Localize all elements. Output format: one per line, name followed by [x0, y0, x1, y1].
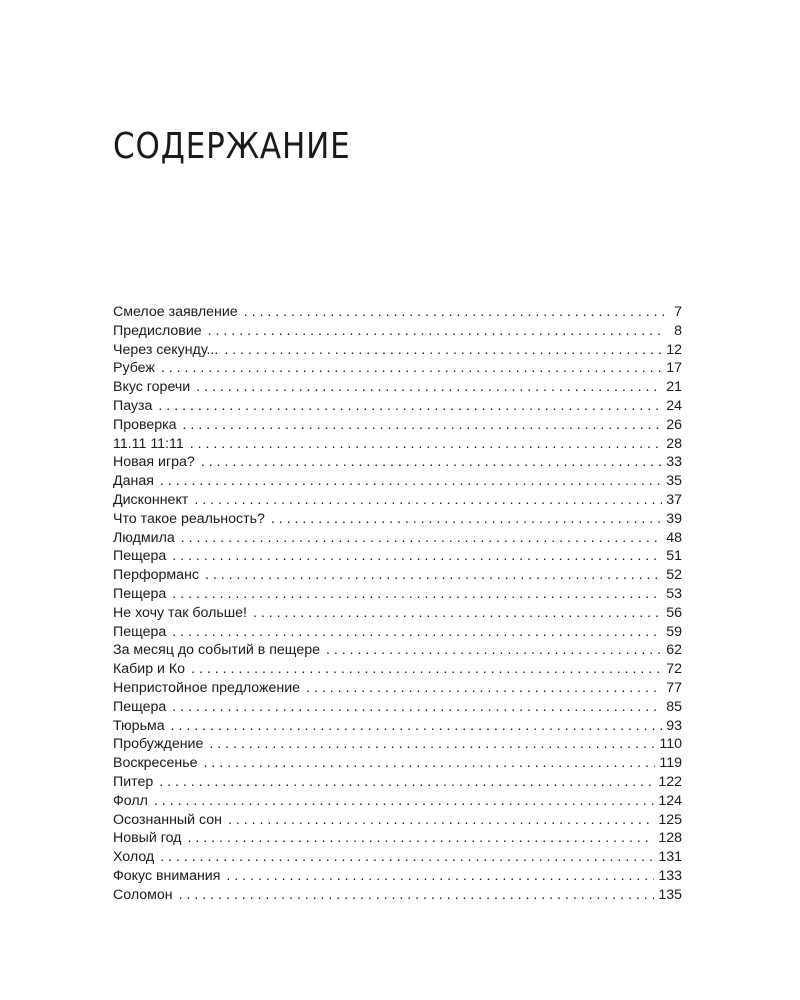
toc-dot-leader: [205, 566, 662, 585]
toc-entry-page-number: 85: [666, 698, 682, 715]
toc-dot-leader: [158, 397, 662, 416]
toc-entry-title: Что такое реальность?: [113, 510, 265, 527]
toc-entry-page-number: 51: [666, 548, 682, 565]
toc-entry: [113, 641, 682, 660]
page-title: СОДЕРЖАНИЕ: [113, 126, 351, 167]
toc-entry: [113, 359, 682, 378]
toc-dot-leader: [171, 717, 663, 736]
toc-entry-title: Новая игра?: [113, 454, 195, 471]
toc-dot-leader: [183, 416, 663, 435]
toc-entry-page-number: 28: [666, 435, 682, 452]
toc-entry-title: Вкус горечи: [113, 379, 191, 396]
toc-entry-page-number: 56: [666, 604, 682, 621]
toc-entry-title: Пауза: [113, 397, 153, 414]
toc-entry-page-number: 26: [666, 416, 682, 433]
toc-dot-leader: [326, 641, 662, 660]
toc-dot-leader: [253, 604, 662, 623]
toc-entry-title: Смелое заявление: [113, 304, 238, 320]
toc-dot-leader: [208, 322, 664, 341]
toc-entry-page-number: 122: [658, 773, 682, 790]
toc-entry-title: Фокус внимания: [113, 867, 221, 884]
toc-dot-leader: [172, 547, 662, 566]
toc-entry-title: Проверка: [113, 416, 177, 433]
toc-entry-page-number: 125: [658, 811, 682, 828]
toc-dot-leader: [271, 510, 662, 529]
toc-entry-page-number: 62: [666, 642, 682, 659]
toc-entry-page-number: 131: [658, 849, 682, 866]
toc-entry-page-number: 35: [666, 473, 682, 490]
toc-entry: [113, 717, 682, 736]
toc-dot-leader: [209, 735, 655, 754]
toc-entry: [113, 735, 682, 754]
toc-entry: [113, 322, 682, 341]
toc-dot-leader: [190, 435, 662, 454]
toc-dot-leader: [154, 792, 654, 811]
toc-entry: [113, 472, 682, 491]
toc-entry-page-number: 133: [658, 867, 682, 884]
toc-entry-title: Новый год: [113, 830, 182, 847]
toc-entry: [113, 886, 682, 905]
toc-dot-leader: [191, 660, 662, 679]
toc-entry: [113, 416, 682, 435]
toc-entry-title: 11.11 11:11: [113, 435, 184, 452]
toc-entry-title: Фолл: [113, 792, 148, 809]
toc-entry: [113, 698, 682, 717]
toc-entry-title: Непристойное предложение: [113, 679, 301, 696]
toc-entry-title: Рубеж: [113, 360, 155, 377]
toc-entry-title: Осознанный сон: [113, 811, 222, 828]
toc-entry-page-number: 135: [658, 886, 682, 903]
toc-entry-title: Не хочу так больше!: [113, 604, 247, 621]
toc-entry-page-number: 21: [666, 379, 682, 396]
toc-entry-page-number: 7: [674, 304, 682, 320]
toc-entry: [113, 679, 682, 698]
toc-entry: [113, 566, 682, 585]
toc-dot-leader: [159, 773, 654, 792]
toc-entry-page-number: 93: [666, 717, 682, 734]
toc-entry-page-number: 12: [666, 341, 682, 358]
toc-entry-title: За месяц до событий в пещере: [113, 642, 320, 659]
toc-dot-leader: [196, 378, 662, 397]
toc-entry: [113, 378, 682, 397]
toc-entry-page-number: 17: [666, 360, 682, 377]
toc-dot-leader: [179, 886, 655, 905]
toc-entry-title: Дисконнект: [113, 491, 189, 508]
toc-entry: [113, 303, 682, 322]
toc-entry-page-number: 124: [658, 792, 682, 809]
toc-entry: [113, 829, 682, 848]
toc-entry: [113, 529, 682, 548]
toc-entry: [113, 754, 682, 773]
toc-entry: [113, 453, 682, 472]
toc-entry: [113, 848, 682, 867]
toc-dot-leader: [187, 829, 654, 848]
toc-dot-leader: [224, 341, 662, 360]
toc-dot-leader: [204, 754, 656, 773]
toc-entry-title: Перформанс: [113, 567, 200, 584]
toc-entry-title: Пробуждение: [113, 736, 204, 753]
toc-entry-title: Через секунду...: [113, 341, 219, 358]
toc-entry-page-number: 128: [658, 830, 682, 847]
toc-dot-leader: [172, 623, 662, 642]
toc-entry-title: Предисловие: [113, 322, 202, 339]
toc-entry-title: Кабир и Ко: [113, 661, 186, 678]
toc-entry: [113, 491, 682, 510]
toc-dot-leader: [228, 811, 654, 830]
toc-dot-leader: [226, 867, 654, 886]
toc-entry: [113, 623, 682, 642]
toc-entry-title: Воскресенье: [113, 755, 198, 772]
toc-entry-title: Тюрьма: [113, 717, 165, 734]
toc-entry: [113, 341, 682, 360]
toc-entry-page-number: 77: [666, 679, 682, 696]
toc-dot-leader: [160, 472, 662, 491]
toc-entry: [113, 585, 682, 604]
toc-entry-title: Людмила: [113, 529, 175, 546]
toc-entry: [113, 773, 682, 792]
toc-entry-title: Пещера: [113, 548, 167, 565]
toc-entry-page-number: 24: [666, 397, 682, 414]
toc-entry-page-number: 8: [674, 322, 682, 339]
toc-entry-page-number: 53: [666, 585, 682, 602]
toc-entry-title: Соломон: [113, 886, 173, 903]
toc-dot-leader: [194, 491, 662, 510]
toc-entry-title: Холод: [113, 849, 155, 866]
toc-entry-page-number: 37: [666, 491, 682, 508]
toc-entry: [113, 397, 682, 416]
toc-entry-title: Питер: [113, 773, 154, 790]
toc-dot-leader: [181, 529, 662, 548]
toc-entry: [113, 547, 682, 566]
toc-entry-page-number: 33: [666, 454, 682, 471]
toc-entry: [113, 660, 682, 679]
table-of-contents: [113, 303, 682, 905]
toc-entry-page-number: 110: [659, 736, 682, 753]
toc-entry-title: Пещера: [113, 585, 167, 602]
toc-entry: [113, 867, 682, 886]
toc-entry: [113, 792, 682, 811]
toc-entry-title: Пещера: [113, 698, 167, 715]
toc-entry-title: Даная: [113, 473, 154, 490]
toc-dot-leader: [244, 303, 664, 322]
toc-entry-page-number: 39: [666, 510, 682, 527]
toc-entry: [113, 604, 682, 623]
toc-entry-page-number: 48: [666, 529, 682, 546]
toc-dot-leader: [172, 585, 662, 604]
toc-entry: [113, 811, 682, 830]
toc-entry-page-number: 72: [666, 661, 682, 678]
toc-entry: [113, 510, 682, 529]
toc-entry-title: Пещера: [113, 623, 167, 640]
toc-dot-leader: [172, 698, 662, 717]
toc-entry-page-number: 52: [666, 567, 682, 584]
toc-dot-leader: [306, 679, 662, 698]
toc-entry: [113, 435, 682, 454]
toc-dot-leader: [160, 848, 654, 867]
toc-dot-leader: [161, 359, 662, 378]
toc-dot-leader: [201, 453, 662, 472]
toc-entry-page-number: 119: [659, 755, 682, 772]
toc-entry-page-number: 59: [666, 623, 682, 640]
